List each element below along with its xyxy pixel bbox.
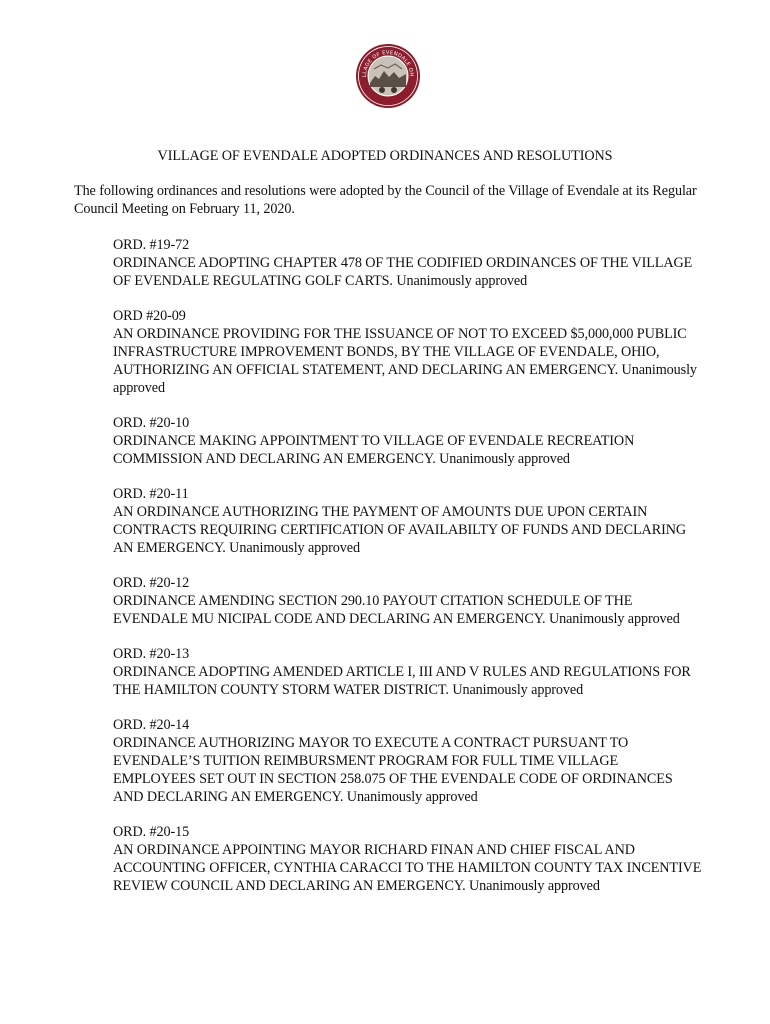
- ordinance-description: AN ORDINANCE APPOINTING MAYOR RICHARD FINAN AND CHIEF FISCAL AND ACCOUNTING OFFICER, CYNTHIA CARACCI TO THE HAMILTON COUNTY TAX INCENTIVE REVIEW COUNCIL AND DECLARING AN EMERGENCY. Unanimously approved: [113, 842, 702, 894]
- ordinance-entry: [113, 307, 703, 397]
- ordinance-number: ORD. #20-14: [113, 717, 190, 733]
- ordinance-entry: [113, 645, 703, 699]
- ordinance-entry: [113, 414, 703, 468]
- intro-paragraph: The following ordinances and resolutions were adopted by the Council of the Village of Evendale at its Regular Council Meeting on February 11, 2020.: [74, 183, 697, 217]
- ordinance-number: ORD. #19-72: [113, 237, 190, 253]
- ordinance-number: ORD. #20-15: [113, 824, 190, 840]
- seal-text: LLAGE OF EVENDALE OH: [361, 49, 415, 78]
- ordinance-number: ORD. #20-10: [113, 415, 190, 431]
- ordinance-entry: [113, 823, 703, 895]
- village-seal-icon: [355, 43, 421, 109]
- ordinance-description: ORDINANCE ADOPTING AMENDED ARTICLE I, III AND V RULES AND REGULATIONS FOR THE HAMILTON COUNTY STORM WATER DISTRICT. Unanimously approved: [113, 664, 691, 698]
- ordinance-entry: [113, 485, 703, 557]
- ordinance-list: [113, 236, 703, 895]
- ordinance-number: ORD. #20-12: [113, 575, 190, 591]
- ordinance-number: ORD. #20-11: [113, 486, 189, 502]
- ordinance-description: AN ORDINANCE PROVIDING FOR THE ISSUANCE OF NOT TO EXCEED $5,000,000 PUBLIC INFRASTRUCTURE IMPROVEMENT BONDS, BY THE VILLAGE OF EVENDALE, OHIO, AUTHORIZING AN OFFICIAL STATEMENT, AND DECLARING AN EMERGENCY. Unanimously approved: [113, 326, 697, 396]
- ordinance-description: ORDINANCE AUTHORIZING MAYOR TO EXECUTE A CONTRACT PURSUANT TO EVENDALE’S TUITION REIMBURSMENT PROGRAM FOR FULL TIME VILLAGE EMPLOYEES SET OUT IN SECTION 258.075 OF THE EVENDALE CODE OF ORDINANCES AND DECLARING AN EMERGENCY. Unanimously approved: [113, 735, 673, 805]
- ordinance-entry: [113, 236, 703, 290]
- ordinance-number: ORD. #20-13: [113, 646, 190, 662]
- ordinance-description: ORDINANCE AMENDING SECTION 290.10 PAYOUT CITATION SCHEDULE OF THE EVENDALE MU NICIPAL CODE AND DECLARING AN EMERGENCY. Unanimously approved: [113, 593, 680, 627]
- ordinance-number: ORD #20-09: [113, 308, 186, 324]
- ordinance-description: ORDINANCE ADOPTING CHAPTER 478 OF THE CODIFIED ORDINANCES OF THE VILLAGE OF EVENDALE REGULATING GOLF CARTS. Unanimously approved: [113, 255, 693, 289]
- ordinance-entry: [113, 574, 703, 628]
- ordinance-description: ORDINANCE MAKING APPOINTMENT TO VILLAGE OF EVENDALE RECREATION COMMISSION AND DECLARING AN EMERGENCY. Unanimously approved: [113, 433, 635, 467]
- document-title: VILLAGE OF EVENDALE ADOPTED ORDINANCES AND RESOLUTIONS: [157, 148, 613, 164]
- ordinance-description: AN ORDINANCE AUTHORIZING THE PAYMENT OF AMOUNTS DUE UPON CERTAIN CONTRACTS REQUIRING CERTIFICATION OF AVAILABILTY OF FUNDS AND DECLARING AN EMERGENCY. Unanimously approved: [113, 504, 686, 556]
- ordinance-entry: [113, 716, 703, 806]
